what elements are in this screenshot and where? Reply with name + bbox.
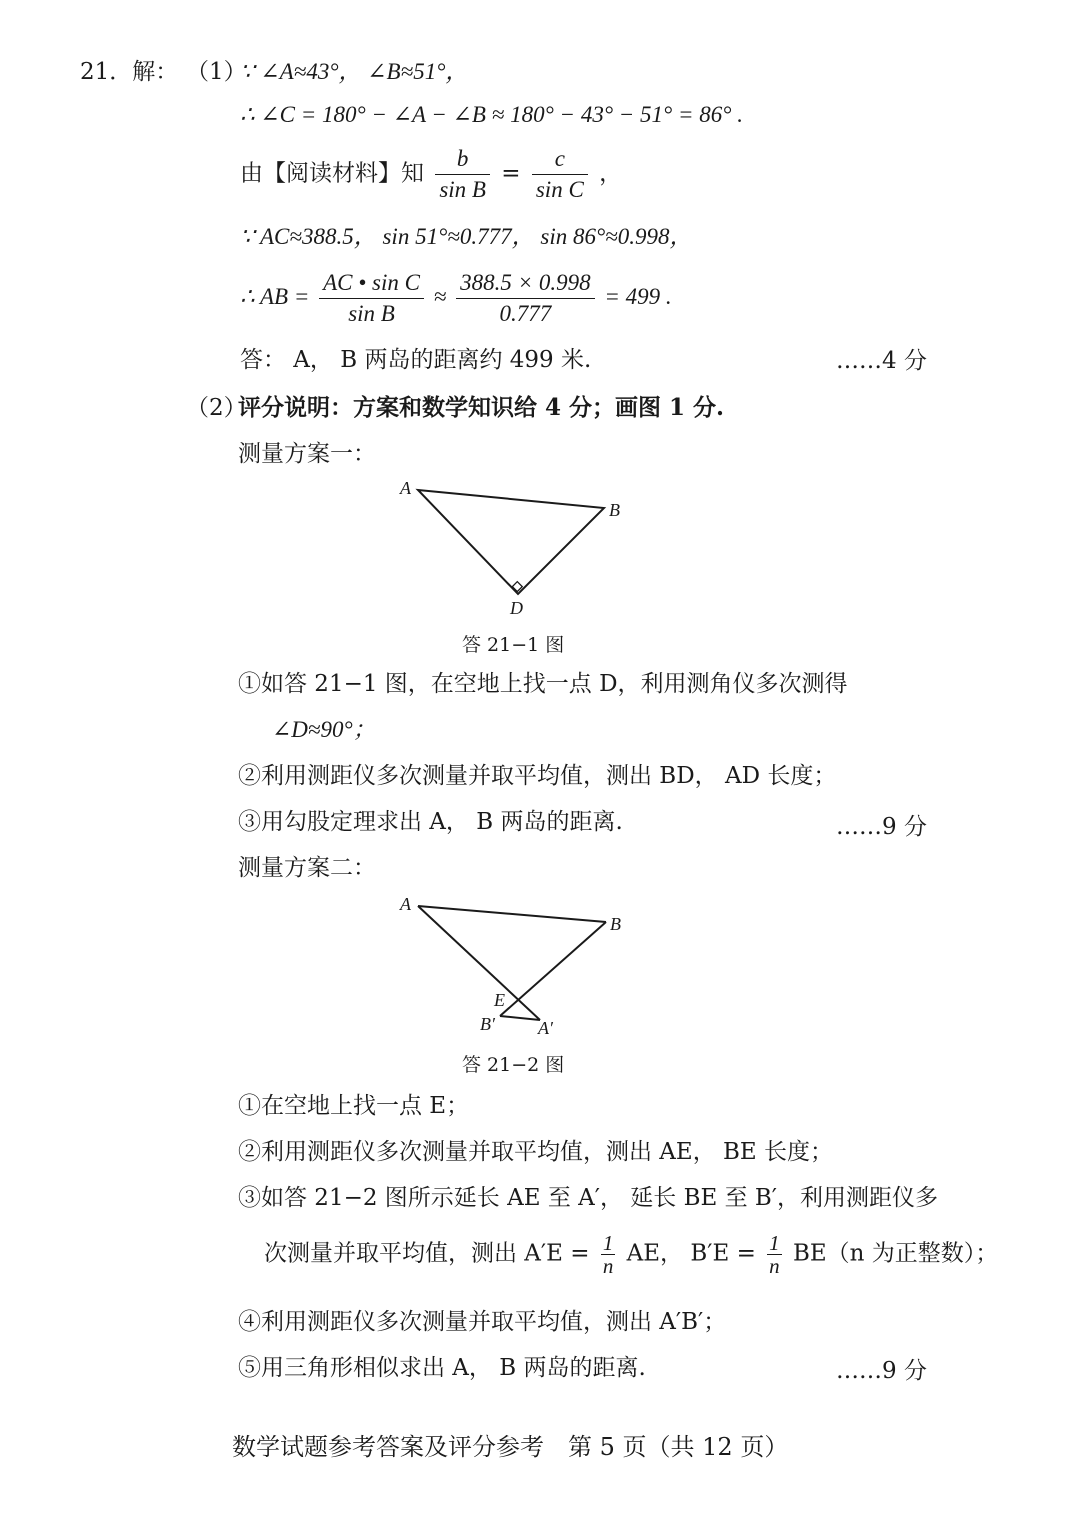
vertex-b-label: B — [609, 500, 620, 520]
plan2-step3-cont — [264, 1232, 998, 1277]
fraction-denominator: sin C — [535, 177, 584, 202]
triangle-abd — [418, 490, 604, 594]
score-plan2: ……9 分 — [836, 1358, 927, 1384]
plan1-title: 测量方案一： — [238, 441, 376, 467]
segment-bprime-aprime — [500, 1016, 540, 1020]
segment-ab — [418, 906, 606, 922]
part1-label: （1） — [186, 59, 247, 85]
part1-answer: 答： A， B 两岛的距离约 499 米. — [240, 347, 592, 373]
vertex-a-label: A — [400, 894, 411, 914]
fraction-numerator: 1 — [602, 1231, 614, 1255]
fraction-ac-sinc-over-sinb — [319, 268, 424, 329]
figure-21-2-caption: 答 21−2 图 — [462, 1054, 565, 1076]
plan1-step2: ②利用测距仪多次测量并取平均值，测出 BD， AD 长度； — [238, 763, 837, 789]
vertex-bprime-label: B′ — [480, 1014, 495, 1034]
segment-b-bprime — [500, 922, 606, 1016]
page-footer: 数学试题参考答案及评分参考 第 5 页（共 12 页） — [232, 1433, 789, 1461]
fraction-denominator: sin B — [439, 177, 486, 202]
part1-line4: ∵ AC≈388.5， sin 51°≈0.777， sin 86°≈0.998， — [240, 224, 693, 249]
plan2-step5: ⑤用三角形相似求出 A， B 两岛的距离. — [238, 1355, 646, 1381]
approx-sign: ≈ — [433, 283, 447, 309]
figure-21-1 — [380, 470, 640, 620]
fraction-numerator: 388.5 × 0.998 — [456, 268, 595, 299]
plan2-title: 测量方案二： — [238, 855, 376, 881]
part1-line2: ∴ ∠C = 180° − ∠A − ∠B ≈ 180° − 43° − 51° = 86° . — [240, 102, 743, 127]
plan1-step1: ①如答 21−1 图，在空地上找一点 D，利用测角仪多次测得 — [238, 671, 848, 697]
plan2-step3: ③如答 21−2 图所示延长 AE 至 A′， 延长 BE 至 B′，利用测距仪多 — [238, 1185, 939, 1211]
part1-line1: ∵ ∠A≈43°， ∠B≈51°， — [240, 59, 469, 84]
fraction-b-over-sinb — [435, 144, 490, 205]
part1-line3 — [240, 144, 622, 205]
line5-suffix: = 499 . — [604, 283, 672, 309]
part1-line5 — [240, 268, 672, 329]
vertex-d-label: D — [510, 598, 523, 618]
score-part1: ……4 分 — [836, 348, 927, 374]
fraction-one-over-n — [601, 1232, 616, 1277]
fraction-numerator: AC • sin C — [319, 268, 424, 299]
line5-prefix: ∴ AB = — [240, 283, 310, 309]
figure-21-1-caption: 答 21−1 图 — [462, 634, 565, 656]
equals-sign: = — [501, 160, 521, 187]
fraction-denominator: n — [602, 1254, 614, 1278]
vertex-e-label: E — [494, 990, 505, 1010]
vertex-b-label: B — [610, 914, 621, 934]
fraction-numeric — [456, 268, 595, 329]
plan1-step3: ③用勾股定理求出 A， B 两岛的距离. — [238, 809, 623, 835]
step3-prefix: 次测量并取平均值，测出 A′E = — [264, 1240, 590, 1267]
fraction-numerator: c — [532, 144, 588, 175]
plan1-step1-cont: ∠D≈90°； — [272, 717, 376, 742]
problem-number: 21．解： — [80, 59, 179, 85]
figure-21-2 — [380, 888, 640, 1048]
fraction-denominator: n — [769, 1254, 780, 1278]
step3-suffix: BE（n 为正整数）； — [792, 1240, 999, 1267]
segment-a-aprime — [418, 906, 540, 1020]
vertex-aprime-label: A′ — [538, 1018, 553, 1038]
line3-suffix: ， — [599, 160, 623, 187]
step3-mid: AE， B′E = — [626, 1240, 756, 1267]
score-plan1: ……9 分 — [836, 814, 927, 840]
plan2-step1: ①在空地上找一点 E； — [238, 1093, 470, 1119]
part2-grading-note: 评分说明：方案和数学知识给 4 分；画图 1 分. — [238, 394, 725, 421]
line3-prefix: 由【阅读材料】知 — [240, 160, 424, 187]
vertex-a-label: A — [400, 478, 411, 498]
fraction-c-over-sinc — [532, 144, 588, 205]
fraction-numerator: b — [435, 144, 490, 175]
fraction-denominator: sin B — [348, 301, 395, 326]
plan2-step2: ②利用测距仪多次测量并取平均值，测出 AE， BE 长度； — [238, 1139, 834, 1165]
plan2-step4: ④利用测距仪多次测量并取平均值，测出 A′B′； — [238, 1309, 727, 1335]
fraction-one-over-n — [767, 1232, 782, 1277]
fraction-numerator: 1 — [769, 1231, 780, 1255]
part2-label: （2） — [186, 395, 247, 421]
fraction-denominator: 0.777 — [499, 301, 552, 326]
